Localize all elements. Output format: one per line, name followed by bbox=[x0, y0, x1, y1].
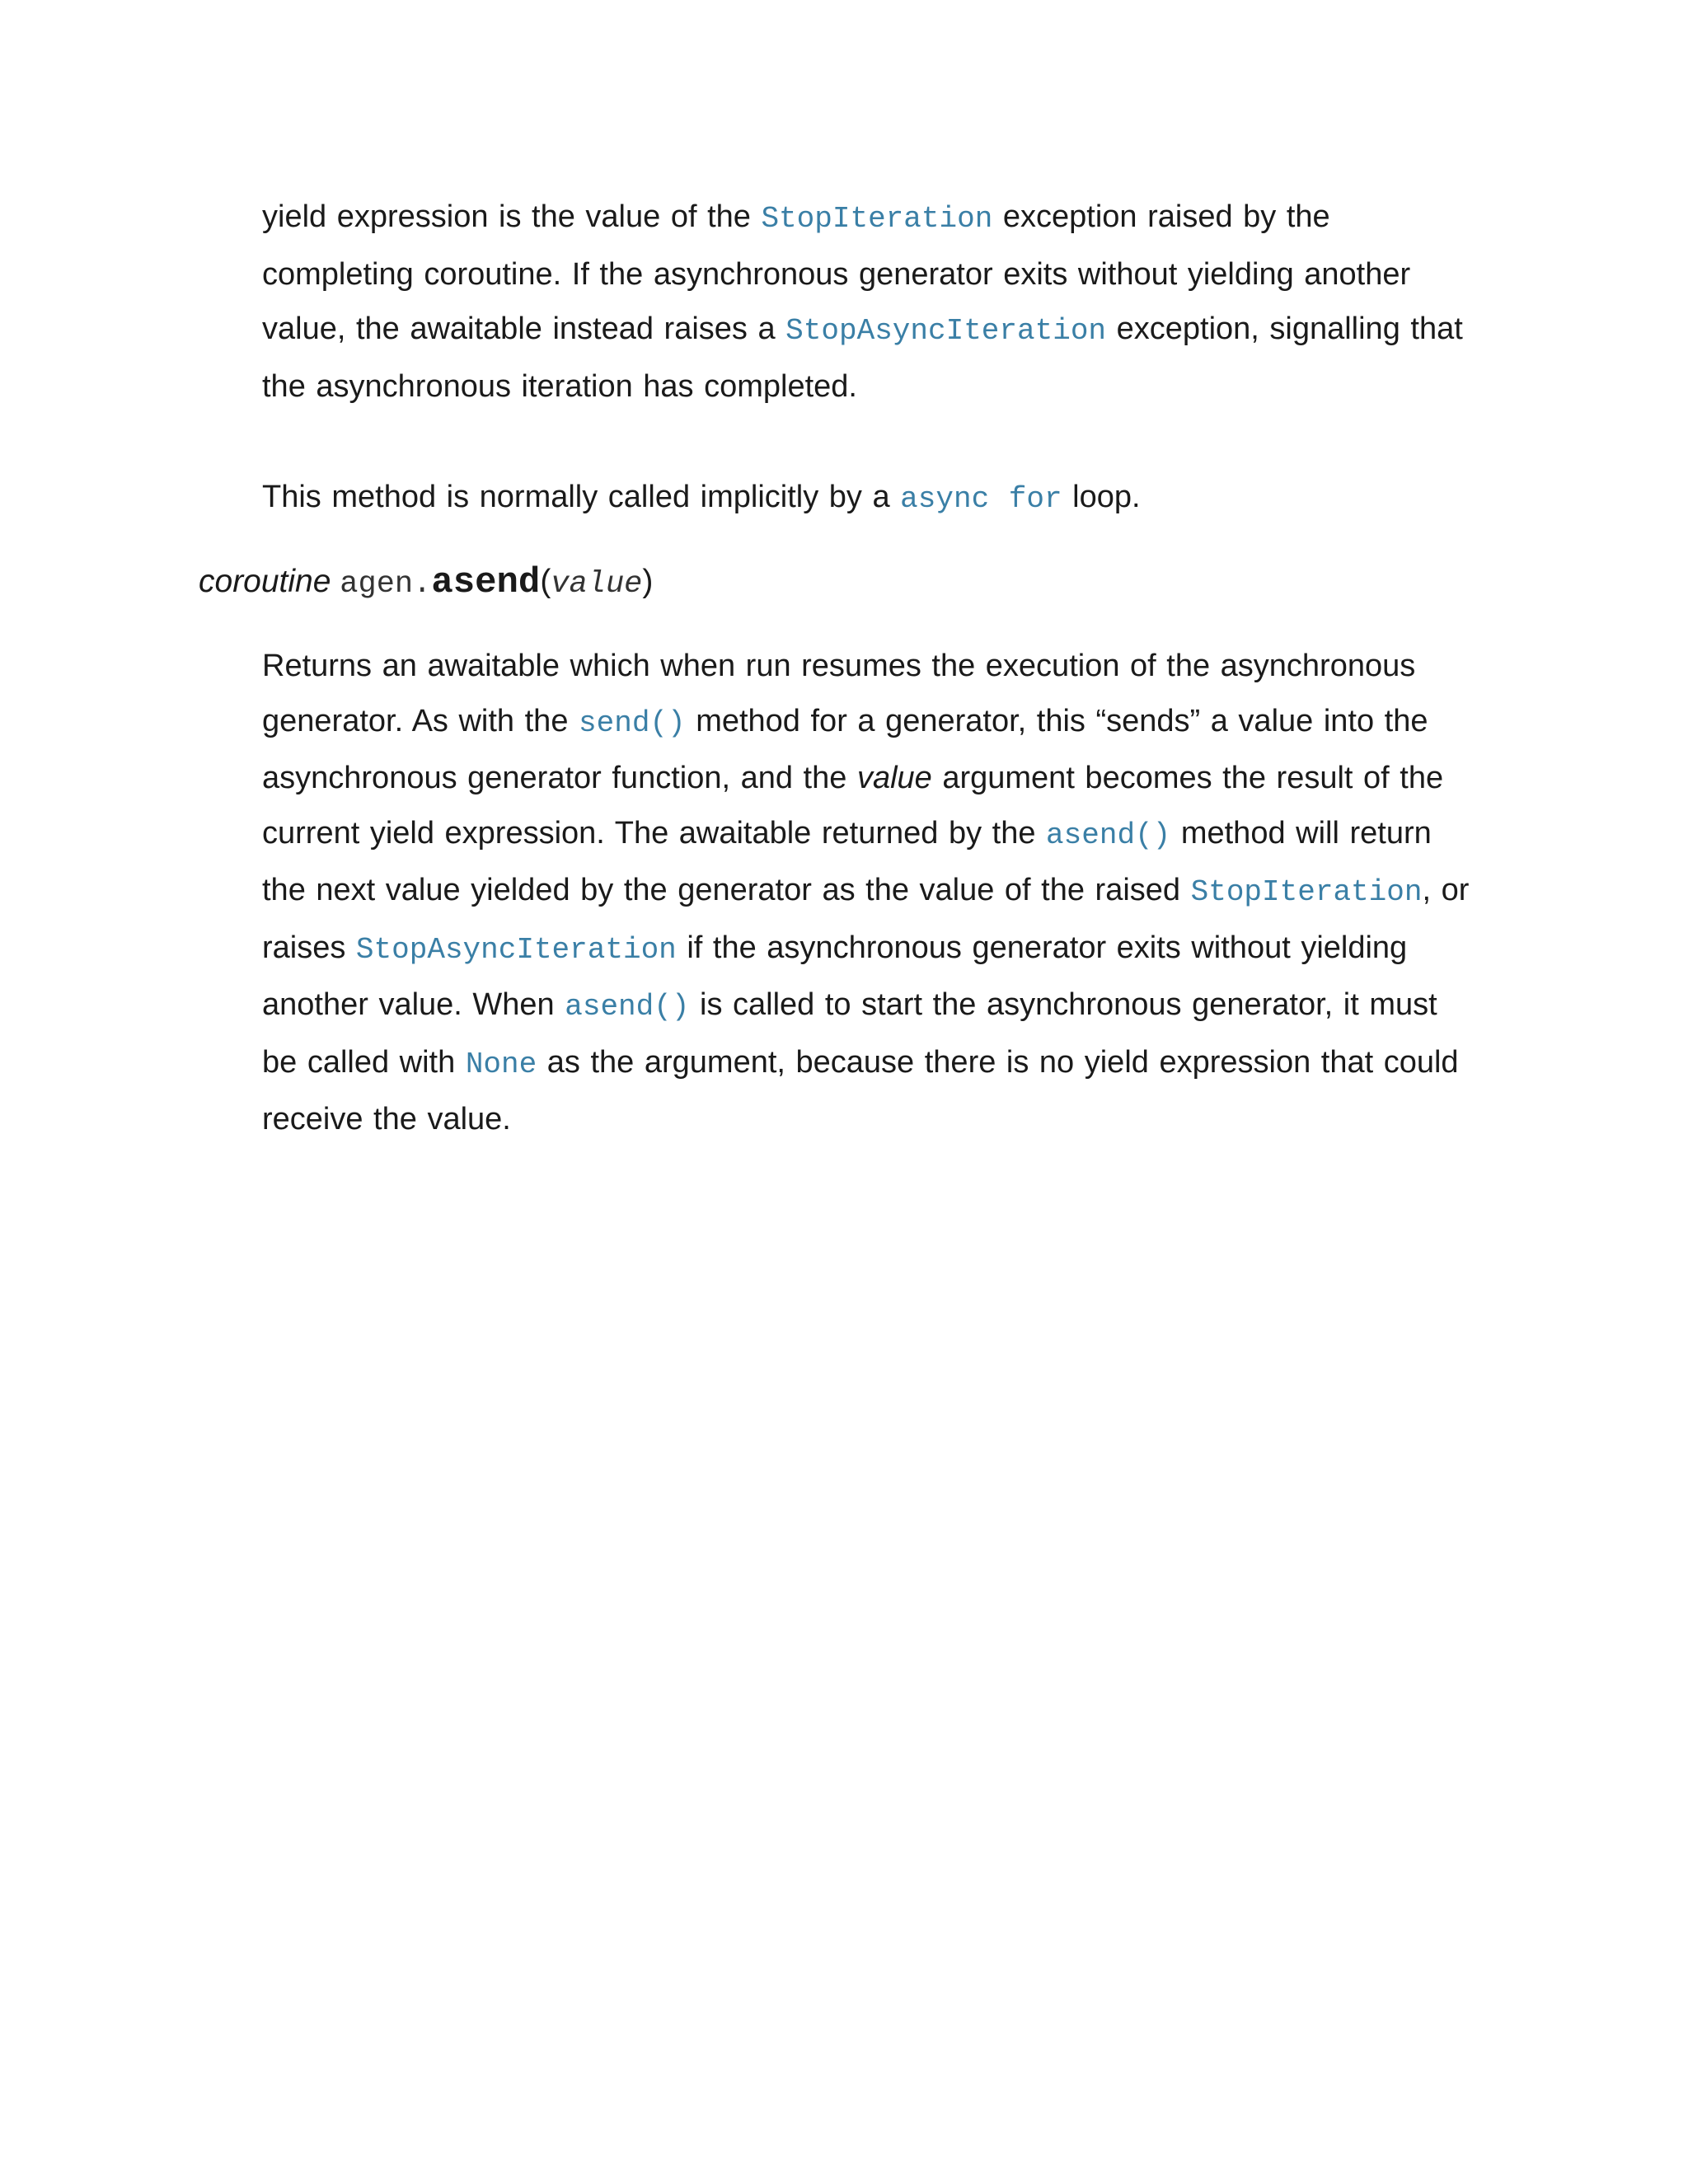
signature-close-paren: ) bbox=[642, 564, 654, 599]
para3-text-7: is called to start the asynchronous generator, it must be called with bbox=[262, 987, 1437, 1080]
para3-text-5: , or raises bbox=[262, 873, 1470, 965]
para1-text-3: exception, signalling that the asynchronous iteration has completed. bbox=[262, 312, 1463, 404]
method-signature-asend bbox=[199, 557, 653, 609]
signature-parameter: value bbox=[551, 567, 643, 602]
para3-text-1: Returns an awaitable which when run resumes the execution of the asynchronous generator. As with the bbox=[262, 649, 1416, 738]
signature-keyword: coroutine bbox=[199, 564, 331, 599]
para3-text-6: if the asynchronous generator exits without yielding another value. When bbox=[262, 930, 1408, 1022]
para3-text-3: argument becomes the result of the current yield expression. The awaitable returned by the bbox=[262, 761, 1444, 851]
paragraph-async-for-note bbox=[262, 470, 1480, 527]
stopiteration-code-link-2[interactable]: StopIteration bbox=[1190, 875, 1423, 909]
async-for-code-link[interactable]: async for bbox=[900, 482, 1062, 516]
value-emphasis: value bbox=[856, 761, 932, 795]
asend-code-link[interactable]: asend() bbox=[1046, 818, 1171, 852]
paragraph-asend-description bbox=[262, 639, 1480, 1147]
paragraph-stopiteration-explanation bbox=[262, 190, 1480, 414]
para3-text-4: method will return the next value yielded by the generator as the value of the raised bbox=[262, 815, 1432, 907]
para1-text-1: yield expression is the value of the bbox=[262, 199, 762, 234]
para3-text-2: method for a generator, this “sends” a value into the asynchronous generator function, and the bbox=[262, 703, 1428, 795]
para1-text-2: exception raised by the completing coroutine. If the asynchronous generator exits without yielding another value, the awaitable instead raises a bbox=[262, 199, 1411, 346]
asend-code-link-2[interactable]: asend() bbox=[565, 990, 690, 1024]
stopiteration-code-link[interactable]: StopIteration bbox=[761, 202, 993, 236]
stopasynciteration-code-link[interactable]: StopAsyncIteration bbox=[785, 314, 1107, 348]
signature-open-paren: ( bbox=[540, 564, 551, 599]
stopasynciteration-code-link-2[interactable]: StopAsyncIteration bbox=[355, 932, 677, 967]
none-code-link[interactable]: None bbox=[465, 1047, 537, 1081]
signature-object: agen. bbox=[340, 567, 432, 602]
para2-text-2: loop. bbox=[1062, 480, 1141, 514]
signature-method-name: asend bbox=[431, 562, 541, 603]
para2-text-1: This method is normally called implicitly by a bbox=[262, 480, 901, 514]
send-code-link[interactable]: send() bbox=[579, 705, 686, 740]
para3-text-8: as the argument, because there is no yield expression that could receive the value. bbox=[262, 1044, 1459, 1137]
